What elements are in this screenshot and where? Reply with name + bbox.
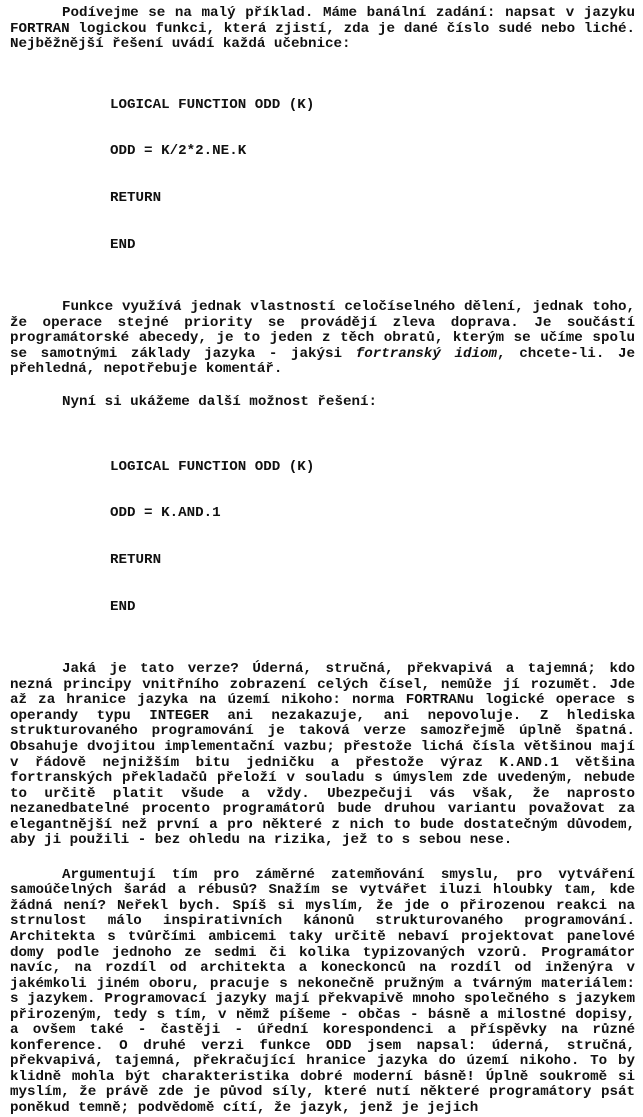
- paragraph-explanation-text-b: , chcete-li. Je přehledná, nepotřebuje komentář.: [10, 345, 635, 378]
- code-line: ODD = K/2*2.NE.K: [110, 143, 247, 160]
- code-line: RETURN: [110, 551, 162, 568]
- code-block-1: [110, 67, 635, 285]
- code-block-2: [110, 429, 635, 647]
- paragraph-intro: Podívejme se na malý příklad. Máme banální zadání: napsat v jazyku FORTRAN logickou funkci, která zjistí, zda je dané číslo sudé nebo liché. Nejběžnější řešení uvádí každá učebnice:: [10, 5, 635, 53]
- paragraph-explanation: [10, 300, 635, 378]
- paragraph-next-solution: Nyní si ukážeme další možnost řešení:: [62, 394, 378, 411]
- code-line: END: [110, 236, 136, 253]
- code-line: LOGICAL FUNCTION ODD (K): [110, 458, 315, 475]
- fortran-idiom-term: fortranský idiom: [355, 345, 498, 362]
- paragraph-analysis: Jaká je tato verze? Úderná, stručná, překvapivá a tajemná; kdo nezná principy vnitřního zobrazení celých čísel, nemůže jí rozumět. Jde až za hranice jazyka na území nikoho: norma FORTRANu logické operace s operandy typu INTEGER ani nezakazuje, ani nepovoluje. Z hlediska strukturovaného programování je taková verze samozřejmě úplně špatná. Obsahuje dvojitou implementační vazbu; přestože lichá čísla většinou mají v řádově nejnižším bitu jedničku a přestože výraz K.AND.1 většina fortranských překladačů přeloží v souladu s úmyslem zde uvedeným, nebude to určitě platit všude a vždy. Ubezpečuji vás však, že naprosto nezanedbatelné procento programátorů bude druhou variantu považovat za elegantnější než první a pro některé z nich to bude dostatečným důvodem, aby ji použili - bez ohledu na rizika, jež to s sebou nese.: [10, 661, 635, 849]
- code-line: ODD = K.AND.1: [110, 505, 221, 522]
- code-line: LOGICAL FUNCTION ODD (K): [110, 96, 315, 113]
- paragraph-argument: Argumentují tím pro záměrné zatemňování smyslu, pro vytváření samoúčelných šarád a rébusů? Snažím se vytvářet iluzi hloubky tam, kde žádná není? Neřekl bych. Spíš si myslím, že jde o přirozenou reakci na strnulost málo inspirativních kánonů strukturovaného programování. Architekta s tvůrčími ambicemi taky určitě nebaví projektovat panelové domy podle jednoho ze sedmi či kolika typizovaných vzorů. Programátor navíc, na rozdíl od architekta a koneckonců na rozdíl od inženýra v jakémkoli jiném oboru, pracuje s nekonečně pružným a tvárným materiálem: s jazykem. Programovací jazyky mají překvapivě mnoho společného s jazykem přirozeným, tedy s tím, v němž píšeme - občas - básně a milostné dopisy, a ovšem také - častěji - úřední korespondenci a příspěvky na různé konference. O druhé verzi funkce ODD jsem napsal: úderná, stručná, překvapivá, tajemná, překračující hranice jazyka do území nikoho. To by klidně mohla být charakteristika dobré moderní básně! Úplně soukromě si myslím, že právě zde je původ síly, které nutí některé programátory psát poněkud temně; podvědomě cítí, že jazyk, jenž je jejich: [10, 866, 635, 1116]
- code-line: END: [110, 598, 136, 615]
- code-line: RETURN: [110, 190, 162, 207]
- paragraph-explanation-text-a: Funkce využívá jednak vlastností celočíselného dělení, jednak toho, že operace stejné priority se provádějí zleva doprava. Je součástí programátorské abecedy, je to jeden z těch obratů, kterým se učíme spolu se samotnými základy jazyka - jakýsi: [10, 299, 635, 362]
